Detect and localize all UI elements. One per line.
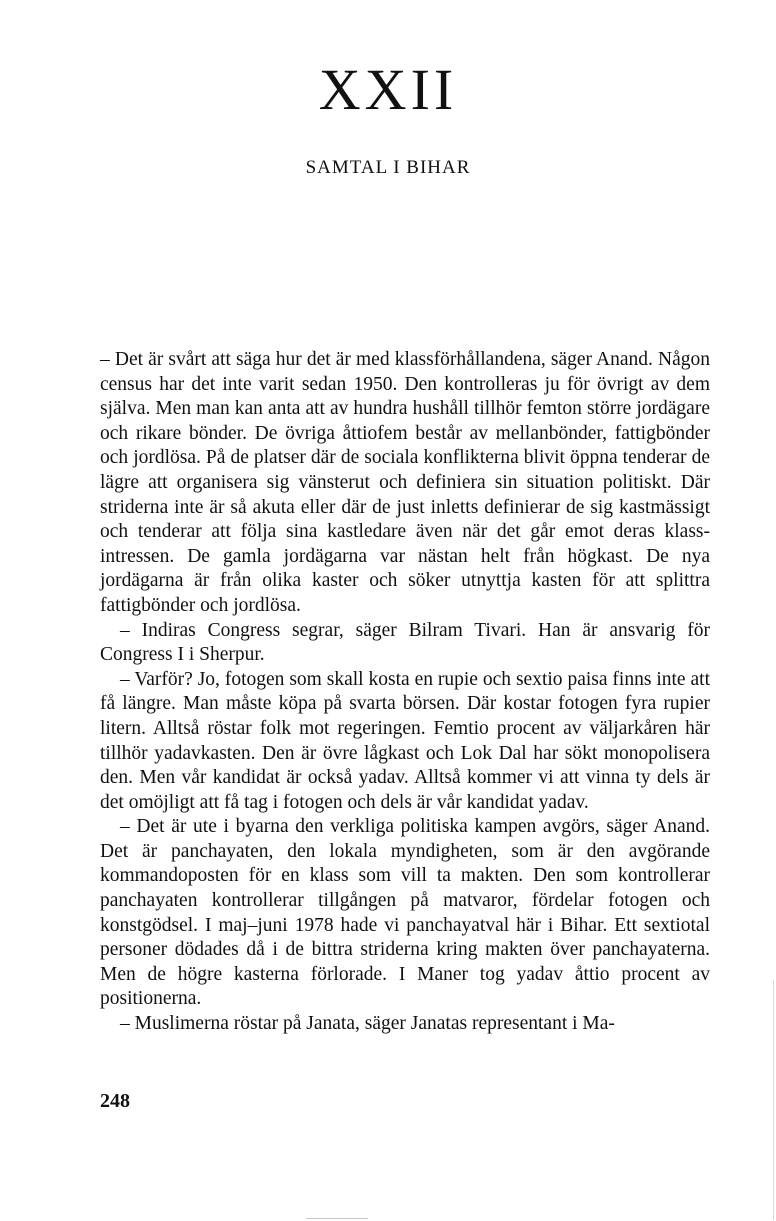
paragraph: – Det är ute i byarna den verkliga politiska kampen avgörs, säger Anand. Det är panchayaten, den lokala myndigheten, som är den avgörande kommandoposten för en klass som vill ta makten. Den som kontrollerar panchayaten kontrollerar tillgången på matvaror, fördelar fotogen och konstgödsel. I maj–juni 1978 hade vi panchayatval här i Bihar. Ett sextiotal personer dödades då i de bittra striderna kring makten över panchayaterna. Men de högre kasterna förlorade. I Maner tog yadav åttio procent av positionerna. (100, 816, 710, 1010)
chapter-title: SAMTAL I BIHAR (305, 157, 471, 178)
page-number: 248 (100, 1090, 130, 1112)
page-edge-line (773, 980, 774, 1220)
bottom-scan-mark (306, 1218, 368, 1219)
paragraph: – Indiras Congress segrar, säger Bilram Tivari. Han är ansvarig för Congress I i Sherpur. (100, 619, 710, 666)
paragraph: – Varför? Jo, fotogen som skall kosta en rupie och sextio paisa finns inte att få längre. Man måste köpa på svarta börsen. Där kostar fotogen fyra rupier litern. Alltså röstar folk mot regeringen. Femtio procent av väljarkåren här tillhör yadavkasten. Den är övre lågkast och Lok Dal har sökt monopolisera den. Men vår kandidat är också yadav. Alltså kommer vi att vinna ty dels är det omöjligt att få tag i fotogen och dels är vår kandidat yadav. (100, 668, 710, 813)
chapter-number: XXII (318, 57, 458, 122)
paragraph: – Muslimerna röstar på Janata, säger Janatas representant i Ma- (120, 1013, 615, 1035)
body-text (100, 348, 710, 1037)
paragraph: – Det är svårt att säga hur det är med klassförhållandena, säger Anand. Någon census har det inte varit sedan 1950. Den kontrolleras ju för övrigt av dem själva. Men man kan anta att av hundra hushåll tillhör femton större jordägare och rikare bönder. De övriga åttiofem består av mellanbönder, fattigbönder och jordlösa. På de platser där de sociala konflikterna blivit öppna tenderar de lägre att organisera sig vänsterut och definiera sin situation politiskt. Där striderna inte är så akuta eller där de just inletts definierar de sig kastmässigt och tenderar att följa sina kastledare även när det går emot deras klassintressen. De gamla jordägarna var nästan helt från högkast. De nya jordägarna är från olika kaster och söker utnyttja kasten för att splittra fattigbönder och jordlösa. (100, 349, 710, 616)
